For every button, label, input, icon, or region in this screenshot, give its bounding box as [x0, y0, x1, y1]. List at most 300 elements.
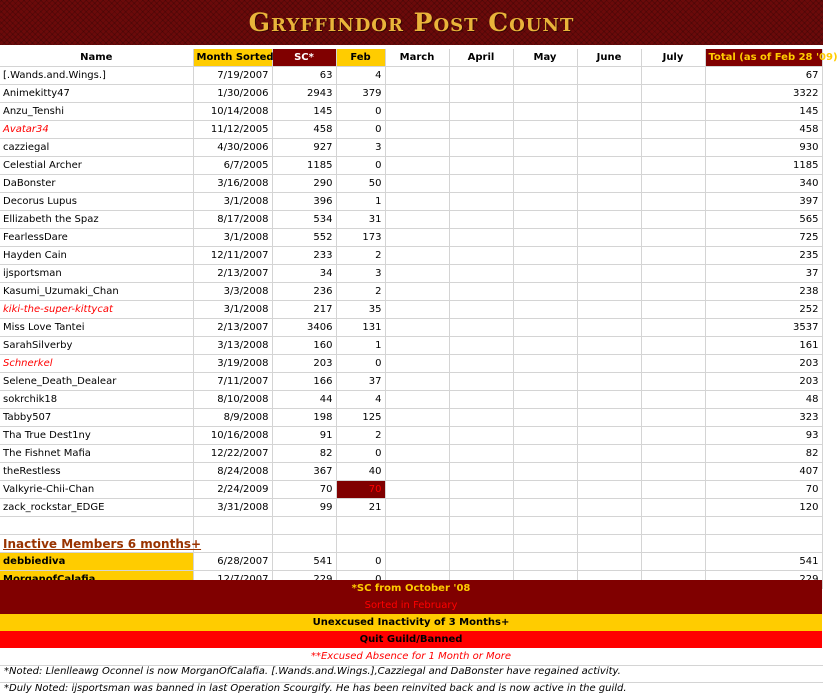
month-sorted: 7/11/2007 [193, 373, 272, 391]
feb-count: 0 [336, 103, 385, 121]
total-count: 82 [705, 445, 822, 463]
member-name: Valkyrie-Chii-Chan [0, 481, 193, 499]
member-name: FearlessDare [0, 229, 193, 247]
sc-count: 396 [272, 193, 336, 211]
empty-cell [193, 517, 272, 535]
total-count: 930 [705, 139, 822, 157]
legend-sorted-february: Sorted in February [0, 597, 822, 614]
july-count [641, 103, 705, 121]
march-count [385, 373, 449, 391]
april-count [449, 175, 513, 193]
july-count [641, 301, 705, 319]
april-count [449, 211, 513, 229]
march-count [385, 463, 449, 481]
header-feb: Feb [336, 49, 385, 67]
march-count [385, 553, 449, 571]
july-count [641, 175, 705, 193]
march-count [385, 157, 449, 175]
member-row [0, 409, 822, 427]
total-count: 37 [705, 265, 822, 283]
header-sc: SC* [272, 49, 336, 67]
member-row [0, 103, 822, 121]
total-count: 458 [705, 121, 822, 139]
may-count [513, 193, 577, 211]
member-name: cazziegal [0, 139, 193, 157]
month-sorted: 7/19/2007 [193, 67, 272, 85]
july-count [641, 445, 705, 463]
member-name: Decorus Lupus [0, 193, 193, 211]
july-count [641, 463, 705, 481]
sc-count: 1185 [272, 157, 336, 175]
member-row [0, 85, 822, 103]
sc-count: 236 [272, 283, 336, 301]
march-count [385, 229, 449, 247]
total-count: 203 [705, 373, 822, 391]
member-row [0, 499, 822, 517]
feb-count: 0 [336, 121, 385, 139]
member-row [0, 265, 822, 283]
feb-count: 1 [336, 337, 385, 355]
june-count [577, 463, 641, 481]
feb-count: 3 [336, 139, 385, 157]
sc-count: 99 [272, 499, 336, 517]
june-count [577, 499, 641, 517]
feb-count: 35 [336, 301, 385, 319]
sc-count: 2943 [272, 85, 336, 103]
july-count [641, 247, 705, 265]
empty-cell [641, 535, 705, 553]
month-sorted: 2/24/2009 [193, 481, 272, 499]
legend-sc-note: *SC from October '08 [0, 580, 822, 597]
april-count [449, 283, 513, 301]
june-count [577, 445, 641, 463]
member-name: ijsportsman [0, 265, 193, 283]
june-count [577, 103, 641, 121]
april-count [449, 139, 513, 157]
may-count [513, 85, 577, 103]
sc-count: 70 [272, 481, 336, 499]
feb-count: 2 [336, 283, 385, 301]
header-may: May [513, 49, 577, 67]
note-1: *Noted: Llenlleawg Oconnel is now MorganOfCalafia. [.Wands.and.Wings.],Cazziegal and DaBonster have regained activity. [4, 666, 621, 677]
sc-count: 290 [272, 175, 336, 193]
feb-count: 2 [336, 427, 385, 445]
empty-cell [0, 517, 193, 535]
member-name: Tabby507 [0, 409, 193, 427]
june-count [577, 337, 641, 355]
member-name: Selene_Death_Dealear [0, 373, 193, 391]
sc-count: 3406 [272, 319, 336, 337]
sc-count: 145 [272, 103, 336, 121]
month-sorted: 12/22/2007 [193, 445, 272, 463]
may-count [513, 67, 577, 85]
feb-count: 0 [336, 157, 385, 175]
april-count [449, 373, 513, 391]
month-sorted: 8/24/2008 [193, 463, 272, 481]
empty-cell [449, 517, 513, 535]
empty-cell [577, 517, 641, 535]
feb-count: 37 [336, 373, 385, 391]
april-count [449, 67, 513, 85]
march-count [385, 481, 449, 499]
empty-cell [705, 535, 822, 553]
june-count [577, 409, 641, 427]
june-count [577, 139, 641, 157]
empty-cell [513, 517, 577, 535]
sc-count: 34 [272, 265, 336, 283]
member-row [0, 391, 822, 409]
total-count: 397 [705, 193, 822, 211]
may-count [513, 121, 577, 139]
feb-count: 125 [336, 409, 385, 427]
may-count [513, 445, 577, 463]
member-row [0, 283, 822, 301]
may-count [513, 409, 577, 427]
member-row [0, 481, 822, 499]
july-count [641, 211, 705, 229]
member-name: Avatar34 [0, 121, 193, 139]
member-row [0, 445, 822, 463]
sc-count: 203 [272, 355, 336, 373]
may-count [513, 229, 577, 247]
may-count [513, 175, 577, 193]
sc-count: 91 [272, 427, 336, 445]
feb-count: 50 [336, 175, 385, 193]
may-count [513, 499, 577, 517]
sc-count: 534 [272, 211, 336, 229]
empty-cell [336, 535, 385, 553]
may-count [513, 463, 577, 481]
month-sorted: 3/1/2008 [193, 301, 272, 319]
total-count: 120 [705, 499, 822, 517]
member-name: Ellizabeth the Spaz [0, 211, 193, 229]
month-sorted: 1/30/2006 [193, 85, 272, 103]
member-name: SarahSilverby [0, 337, 193, 355]
feb-count: 4 [336, 391, 385, 409]
empty-cell [513, 535, 577, 553]
header-total: Total (as of Feb 28 '09) [705, 49, 822, 67]
month-sorted: 3/3/2008 [193, 283, 272, 301]
total-count: 203 [705, 355, 822, 373]
member-name: DaBonster [0, 175, 193, 193]
empty-cell [641, 517, 705, 535]
may-count [513, 553, 577, 571]
sc-count: 82 [272, 445, 336, 463]
june-count [577, 319, 641, 337]
july-count [641, 355, 705, 373]
member-row [0, 157, 822, 175]
april-count [449, 193, 513, 211]
member-name: Kasumi_Uzumaki_Chan [0, 283, 193, 301]
june-count [577, 175, 641, 193]
sc-count: 217 [272, 301, 336, 319]
july-count [641, 427, 705, 445]
title-banner [0, 0, 823, 45]
feb-count: 379 [336, 85, 385, 103]
april-count [449, 229, 513, 247]
member-row [0, 121, 822, 139]
march-count [385, 67, 449, 85]
sc-count: 541 [272, 553, 336, 571]
feb-count: 173 [336, 229, 385, 247]
total-count: 1185 [705, 157, 822, 175]
month-sorted: 6/28/2007 [193, 553, 272, 571]
member-row [0, 373, 822, 391]
june-count [577, 265, 641, 283]
member-name: Tha True Dest1ny [0, 427, 193, 445]
june-count [577, 229, 641, 247]
member-row [0, 355, 822, 373]
month-sorted: 8/17/2008 [193, 211, 272, 229]
empty-cell [577, 535, 641, 553]
month-sorted: 11/12/2005 [193, 121, 272, 139]
member-name: zack_rockstar_EDGE [0, 499, 193, 517]
may-count [513, 355, 577, 373]
june-count [577, 121, 641, 139]
spacer-row [0, 517, 822, 535]
member-name: [.Wands.and.Wings.] [0, 67, 193, 85]
april-count [449, 499, 513, 517]
may-count [513, 391, 577, 409]
june-count [577, 157, 641, 175]
member-row [0, 193, 822, 211]
member-row [0, 427, 822, 445]
feb-count: 0 [336, 355, 385, 373]
member-name: Animekitty47 [0, 85, 193, 103]
march-count [385, 409, 449, 427]
month-sorted: 3/1/2008 [193, 193, 272, 211]
march-count [385, 301, 449, 319]
may-count [513, 481, 577, 499]
july-count [641, 121, 705, 139]
sc-count: 166 [272, 373, 336, 391]
july-count [641, 391, 705, 409]
total-count: 340 [705, 175, 822, 193]
april-count [449, 481, 513, 499]
sc-count: 458 [272, 121, 336, 139]
empty-cell [385, 517, 449, 535]
month-sorted: 8/9/2008 [193, 409, 272, 427]
month-sorted: 10/16/2008 [193, 427, 272, 445]
april-count [449, 409, 513, 427]
july-count [641, 373, 705, 391]
header-row [0, 49, 822, 67]
may-count [513, 157, 577, 175]
total-count: 565 [705, 211, 822, 229]
inactive-section-row [0, 535, 822, 553]
member-row [0, 175, 822, 193]
member-name: theRestless [0, 463, 193, 481]
member-row [0, 319, 822, 337]
member-row [0, 229, 822, 247]
march-count [385, 247, 449, 265]
april-count [449, 103, 513, 121]
sc-count: 367 [272, 463, 336, 481]
empty-cell [705, 517, 822, 535]
june-count [577, 427, 641, 445]
total-count: 323 [705, 409, 822, 427]
member-name: Miss Love Tantei [0, 319, 193, 337]
may-count [513, 139, 577, 157]
july-count [641, 283, 705, 301]
member-name: kiki-the-super-kittycat [0, 301, 193, 319]
april-count [449, 157, 513, 175]
april-count [449, 391, 513, 409]
june-count [577, 211, 641, 229]
empty-cell [336, 517, 385, 535]
empty-cell [272, 517, 336, 535]
month-sorted: 8/10/2008 [193, 391, 272, 409]
month-sorted: 10/14/2008 [193, 103, 272, 121]
member-name: Schnerkel [0, 355, 193, 373]
feb-count: 70 [336, 481, 385, 499]
inactive-member-row [0, 553, 822, 571]
total-count: 3537 [705, 319, 822, 337]
month-sorted: 12/11/2007 [193, 247, 272, 265]
legend-unexcused-inactivity: Unexcused Inactivity of 3 Months+ [0, 614, 822, 631]
may-count [513, 319, 577, 337]
empty-cell [193, 535, 272, 553]
member-name: sokrchik18 [0, 391, 193, 409]
may-count [513, 247, 577, 265]
april-count [449, 247, 513, 265]
june-count [577, 247, 641, 265]
member-row [0, 337, 822, 355]
month-sorted: 3/16/2008 [193, 175, 272, 193]
march-count [385, 103, 449, 121]
june-count [577, 355, 641, 373]
header-april: April [449, 49, 513, 67]
member-row [0, 463, 822, 481]
member-name: Hayden Cain [0, 247, 193, 265]
march-count [385, 445, 449, 463]
july-count [641, 265, 705, 283]
legend-excused-absence: **Excused Absence for 1 Month or More [310, 651, 512, 662]
may-count [513, 283, 577, 301]
march-count [385, 211, 449, 229]
july-count [641, 139, 705, 157]
june-count [577, 301, 641, 319]
march-count [385, 85, 449, 103]
june-count [577, 85, 641, 103]
month-sorted: 3/13/2008 [193, 337, 272, 355]
july-count [641, 319, 705, 337]
member-row [0, 211, 822, 229]
total-count: 541 [705, 553, 822, 571]
sc-count: 233 [272, 247, 336, 265]
empty-cell [385, 535, 449, 553]
march-count [385, 499, 449, 517]
member-name: Celestial Archer [0, 157, 193, 175]
april-count [449, 355, 513, 373]
may-count [513, 373, 577, 391]
month-sorted: 6/7/2005 [193, 157, 272, 175]
feb-count: 0 [336, 445, 385, 463]
month-sorted: 3/1/2008 [193, 229, 272, 247]
total-count: 407 [705, 463, 822, 481]
march-count [385, 175, 449, 193]
empty-cell [272, 535, 336, 553]
july-count [641, 499, 705, 517]
note-2: *Duly Noted: ijsportsman was banned in last Operation Scourgify. He has been reinvited back and is now active in the guild. [4, 683, 627, 694]
sc-count: 927 [272, 139, 336, 157]
feb-count: 1 [336, 193, 385, 211]
member-row [0, 139, 822, 157]
sc-count: 552 [272, 229, 336, 247]
june-count [577, 373, 641, 391]
member-name: debbiediva [0, 553, 193, 571]
header-july: July [641, 49, 705, 67]
total-count: 48 [705, 391, 822, 409]
page-title: Gryffindor Post Count [248, 8, 575, 37]
may-count [513, 427, 577, 445]
feb-count: 4 [336, 67, 385, 85]
may-count [513, 301, 577, 319]
total-count: 161 [705, 337, 822, 355]
member-row [0, 67, 822, 85]
total-count: 93 [705, 427, 822, 445]
feb-count: 131 [336, 319, 385, 337]
march-count [385, 337, 449, 355]
total-count: 3322 [705, 85, 822, 103]
total-count: 238 [705, 283, 822, 301]
july-count [641, 409, 705, 427]
june-count [577, 391, 641, 409]
june-count [577, 67, 641, 85]
march-count [385, 265, 449, 283]
june-count [577, 193, 641, 211]
member-name: The Fishnet Mafia [0, 445, 193, 463]
march-count [385, 427, 449, 445]
march-count [385, 283, 449, 301]
april-count [449, 85, 513, 103]
march-count [385, 139, 449, 157]
member-row [0, 247, 822, 265]
april-count [449, 463, 513, 481]
sc-count: 198 [272, 409, 336, 427]
july-count [641, 67, 705, 85]
sc-count: 63 [272, 67, 336, 85]
month-sorted: 3/31/2008 [193, 499, 272, 517]
header-march: March [385, 49, 449, 67]
legend-quit-banned: Quit Guild/Banned [0, 631, 822, 648]
header-june: June [577, 49, 641, 67]
feb-count: 31 [336, 211, 385, 229]
july-count [641, 85, 705, 103]
total-count: 235 [705, 247, 822, 265]
month-sorted: 4/30/2006 [193, 139, 272, 157]
feb-count: 21 [336, 499, 385, 517]
may-count [513, 103, 577, 121]
april-count [449, 265, 513, 283]
april-count [449, 553, 513, 571]
post-count-table [0, 49, 838, 589]
may-count [513, 265, 577, 283]
may-count [513, 337, 577, 355]
april-count [449, 319, 513, 337]
total-count: 67 [705, 67, 822, 85]
may-count [513, 211, 577, 229]
july-count [641, 553, 705, 571]
feb-count: 3 [336, 265, 385, 283]
feb-count: 2 [336, 247, 385, 265]
july-count [641, 157, 705, 175]
june-count [577, 553, 641, 571]
march-count [385, 121, 449, 139]
inactive-section-title: Inactive Members 6 months+ [0, 535, 193, 553]
june-count [577, 283, 641, 301]
total-count: 70 [705, 481, 822, 499]
